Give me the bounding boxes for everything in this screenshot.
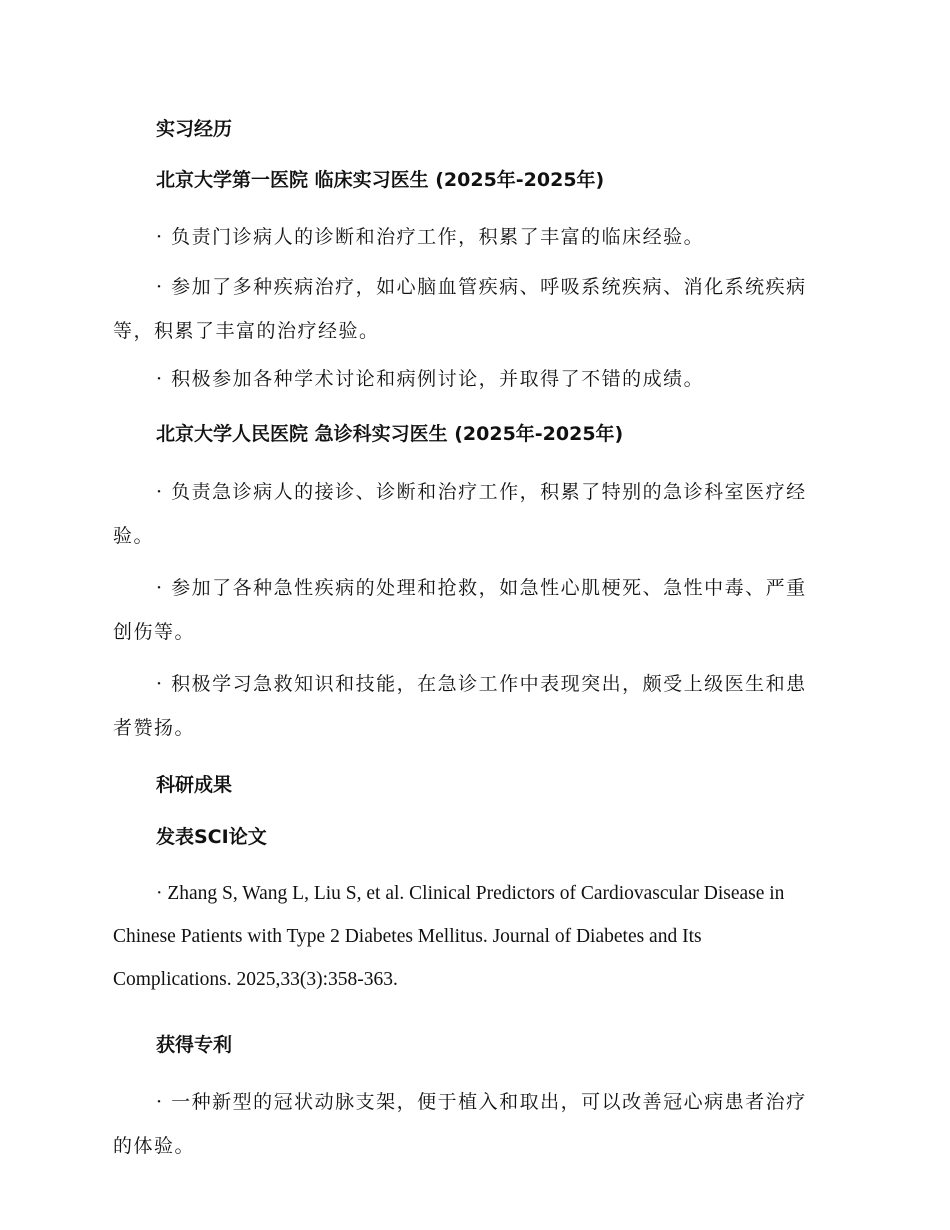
job1-bullet-2: · 参加了多种疾病治疗，如心脑血管疾病、呼吸系统疾病、消化系统疾病等，积累了丰富的治疗经验。 <box>113 276 807 342</box>
job2-bullet-3: · 积极学习急救知识和技能，在急诊工作中表现突出，颇受上级医生和患者赞扬。 <box>113 673 807 739</box>
job1-bullet-3: · 积极参加各种学术讨论和病例讨论，并取得了不错的成绩。 <box>156 368 705 390</box>
section-title-internship: 实习经历 <box>156 118 233 140</box>
subsection-title-sci-papers: 发表SCI论文 <box>156 826 267 848</box>
sci-paper-citation: · Zhang S, Wang L, Liu S, et al. Clinical Predictors of Cardiovascular Disease in Chinese Patients with Type 2 Diabetes Mellitus. Journal of Diabetes and Its Complications. 2025,33(3):358-363. <box>113 883 785 990</box>
patent-bullet-1: · 一种新型的冠状动脉支架，便于植入和取出，可以改善冠心病患者治疗的体验。 <box>113 1091 807 1157</box>
job-title-peking-first-hospital: 北京大学第一医院 临床实习医生 (2025年-2025年) <box>156 169 605 191</box>
subsection-title-patents: 获得专利 <box>156 1034 233 1056</box>
job-title-peking-people-hospital: 北京大学人民医院 急诊科实习医生 (2025年-2025年) <box>156 423 624 445</box>
job1-bullet-1: · 负责门诊病人的诊断和治疗工作，积累了丰富的临床经验。 <box>156 226 705 248</box>
job2-bullet-1: · 负责急诊病人的接诊、诊断和治疗工作，积累了特别的急诊科室医疗经验。 <box>113 481 807 547</box>
section-title-research: 科研成果 <box>156 774 233 796</box>
document-page <box>113 110 825 1168</box>
job2-bullet-2: · 参加了各种急性疾病的处理和抢救，如急性心肌梗死、急性中毒、严重创伤等。 <box>113 577 807 643</box>
